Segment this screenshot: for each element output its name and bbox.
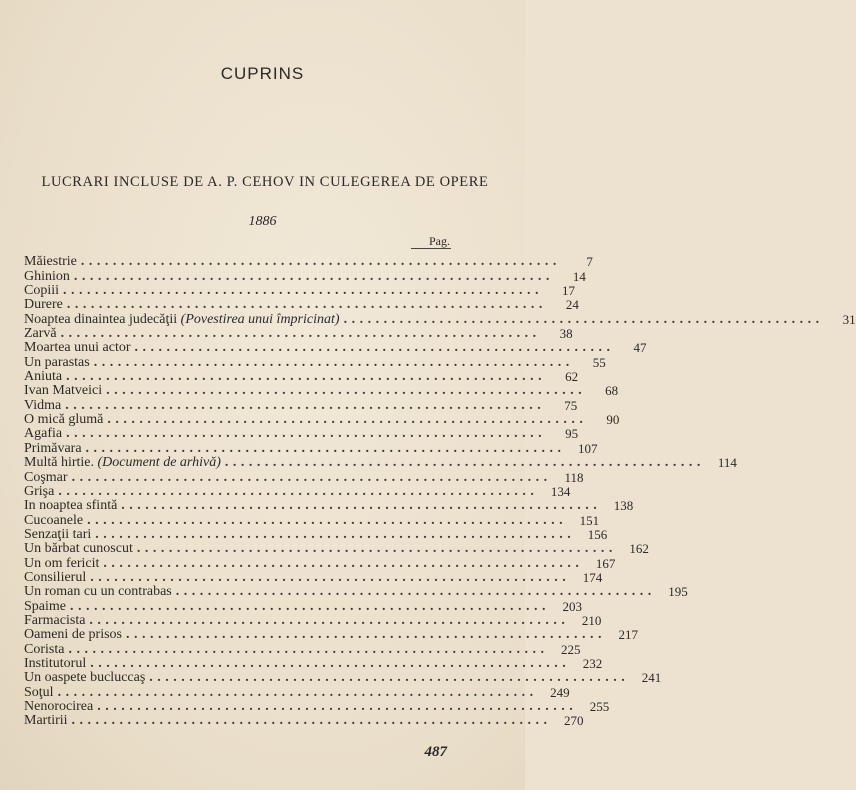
toc-entry	[24, 512, 600, 528]
toc-entry-page: 174	[582, 569, 603, 585]
toc-entry-page: 255	[589, 699, 610, 714]
dot-leader: ............................................................	[343, 311, 824, 327]
toc-entry-title: Institutorul	[24, 655, 87, 671]
toc-entry-title: Multă hirtie. (Document de arhivă)	[24, 455, 221, 471]
toc-entry	[24, 655, 603, 671]
toc-entry-subtitle: (Povestirea unui împricinat)	[180, 311, 340, 327]
toc-entry-title: Soţul	[24, 684, 54, 700]
dot-leader: ............................................................	[80, 254, 561, 270]
toc-entry-title: Vidma	[24, 397, 62, 413]
toc-entry	[24, 498, 634, 514]
toc-entry-title: Un roman cu un contrabas	[24, 584, 172, 600]
toc-entry-title: Martirii	[24, 713, 68, 729]
toc-entry-page: 62	[565, 369, 579, 385]
year-label: 1886	[248, 214, 277, 229]
toc-entry-page: 217	[618, 627, 638, 643]
dot-leader: ............................................................	[58, 483, 539, 499]
toc-entry-page: 31	[842, 311, 856, 327]
dot-leader: ............................................................	[149, 670, 630, 686]
toc-entry-page: 114	[717, 455, 737, 471]
toc-entry	[24, 541, 649, 557]
toc-entry	[24, 397, 578, 413]
toc-entry	[24, 684, 570, 700]
toc-entry-title: Copiii	[24, 283, 60, 299]
toc-entry-title: Corista	[24, 641, 65, 657]
page-column-rule	[411, 248, 451, 249]
toc-entry-page: 156	[587, 526, 608, 542]
toc-entry	[24, 670, 662, 686]
dot-leader: ............................................................	[70, 598, 550, 614]
dot-leader: ............................................................	[125, 627, 606, 643]
toc-entry	[24, 598, 582, 614]
toc-entry-title: Senzaţii tari	[24, 526, 92, 542]
dot-leader: ............................................................	[121, 498, 602, 514]
toc-entry-title: Ghinion	[24, 268, 70, 284]
toc-entry-page: 47	[633, 340, 647, 356]
toc-entry-title: Grişa	[24, 483, 55, 499]
toc-entry-title: Un parastas	[24, 354, 90, 370]
toc-entry-subtitle: (Document de arhivă)	[97, 455, 221, 471]
dot-leader: ............................................................	[175, 584, 656, 600]
dot-leader: ............................................................	[87, 512, 568, 528]
page-number: 487	[424, 744, 447, 760]
page-heading: CUPRINS	[220, 64, 305, 83]
dot-leader: ............................................................	[71, 713, 552, 729]
toc-entry	[24, 369, 579, 385]
toc-entry	[24, 297, 579, 313]
toc-entry-page: 118	[564, 469, 584, 485]
toc-entry-page: 7	[586, 254, 593, 270]
dot-leader: ............................................................	[97, 699, 578, 714]
toc-entry	[24, 455, 737, 471]
dot-leader: ............................................................	[134, 340, 615, 356]
toc-entry-title: Zarvă	[24, 326, 57, 342]
dot-leader: ............................................................	[65, 397, 546, 413]
toc-entry-title: Un oaspete bucluccaş	[24, 670, 146, 686]
toc-entry	[24, 254, 593, 270]
toc-entry-page: 270	[564, 713, 584, 729]
toc-entry-title: Spaime	[24, 598, 66, 614]
toc-entry-title: Coşmar	[24, 469, 68, 485]
toc-entry-title: Durere	[24, 297, 63, 313]
toc-entry-page: 95	[565, 426, 579, 442]
toc-entry-page: 151	[579, 512, 600, 528]
toc-entry	[24, 699, 610, 714]
toc-entry-page: 17	[562, 283, 576, 299]
toc-entry-title: Moartea unui actor	[24, 340, 131, 356]
dot-leader: ............................................................	[60, 326, 541, 342]
dot-leader: ............................................................	[68, 641, 549, 657]
toc-entry-title: O mică glumă	[24, 412, 104, 428]
toc-entry-title: Farmacista	[24, 612, 86, 628]
toc-entry	[24, 412, 620, 428]
toc-entry	[24, 612, 602, 628]
toc-entry-title: Nenorocirea	[24, 699, 94, 714]
toc-entry-page: 195	[668, 584, 688, 600]
toc-entry-page: 24	[565, 297, 579, 313]
dot-leader: ............................................................	[63, 283, 544, 299]
toc-entry-page: 38	[559, 326, 573, 342]
toc-entry	[24, 584, 688, 600]
toc-entry-page: 75	[564, 397, 578, 413]
toc-entry-page: 14	[572, 268, 586, 284]
toc-entry-page: 138	[613, 498, 634, 514]
toc-entry-title: Ivan Matveici	[24, 383, 103, 399]
dot-leader: ............................................................	[95, 526, 576, 542]
dot-leader: ............................................................	[66, 369, 547, 385]
toc-entry-title: Noaptea dinaintea judecăţii (Povestirea unui împricinat)	[24, 311, 340, 327]
toc-entry	[24, 526, 608, 542]
toc-entry	[24, 426, 579, 442]
table-of-contents	[24, 254, 856, 729]
dot-leader: ............................................................	[90, 655, 571, 671]
toc-entry-page: 225	[560, 641, 581, 657]
toc-entry	[24, 311, 856, 327]
dot-leader: ............................................................	[57, 684, 538, 700]
toc-entry-page: 55	[592, 354, 606, 370]
toc-entry-title: Agafia	[24, 426, 63, 442]
toc-entry-page: 90	[606, 412, 620, 428]
toc-entry	[24, 713, 584, 729]
toc-entry-title: Primăvara	[24, 440, 82, 456]
dot-leader: ............................................................	[66, 426, 547, 442]
toc-entry-title: Un bărbat cunoscut	[24, 541, 133, 557]
page-column-label: Pag.	[429, 234, 450, 248]
toc-entry-title: Aniuta	[24, 369, 63, 385]
toc-entry	[24, 469, 584, 485]
toc-entry	[24, 555, 616, 571]
toc-entry	[24, 354, 606, 370]
dot-leader: ............................................................	[103, 555, 584, 571]
toc-entry-page: 107	[578, 440, 598, 456]
toc-entry-page: 203	[562, 598, 582, 614]
toc-entry	[24, 641, 581, 657]
toc-entry	[24, 283, 576, 299]
toc-entry-page: 210	[581, 612, 602, 628]
dot-leader: ............................................................	[107, 412, 588, 428]
toc-entry-title: In noaptea sfintă	[24, 498, 118, 514]
toc-entry	[24, 268, 586, 284]
toc-entry-title: Consilierul	[24, 569, 87, 585]
toc-entry	[24, 483, 571, 499]
dot-leader: ............................................................	[90, 569, 571, 585]
toc-entry	[24, 326, 573, 342]
toc-entry	[24, 340, 647, 356]
dot-leader: ............................................................	[224, 455, 705, 471]
toc-entry-page: 68	[605, 383, 619, 399]
toc-entry	[24, 383, 619, 399]
section-subheading: LUCRARI INCLUSE DE A. P. CEHOV IN CULEGEREA DE OPERE	[41, 174, 489, 190]
dot-leader: ............................................................	[93, 354, 574, 370]
toc-entry	[24, 569, 603, 585]
toc-entry-page: 241	[641, 670, 662, 686]
toc-entry	[24, 440, 598, 456]
toc-entry-title: Măiestrie	[24, 254, 77, 270]
toc-entry-page: 134	[550, 483, 571, 499]
dot-leader: ............................................................	[85, 440, 566, 456]
dot-leader: ............................................................	[136, 541, 617, 557]
dot-leader: ............................................................	[106, 383, 587, 399]
dot-leader: ............................................................	[66, 297, 547, 313]
toc-entry-page: 232	[582, 655, 603, 671]
dot-leader: ............................................................	[89, 612, 570, 628]
toc-entry-page: 167	[595, 555, 616, 571]
toc-entry-title: Oameni de prisos	[24, 627, 122, 643]
dot-leader: ............................................................	[71, 469, 552, 485]
toc-entry-title: Un om fericit	[24, 555, 100, 571]
toc-entry-title: Cucoanele	[24, 512, 84, 528]
toc-entry	[24, 627, 638, 643]
dot-leader: ............................................................	[73, 268, 554, 284]
toc-entry-page: 162	[629, 541, 649, 557]
toc-entry-page: 249	[550, 684, 570, 700]
